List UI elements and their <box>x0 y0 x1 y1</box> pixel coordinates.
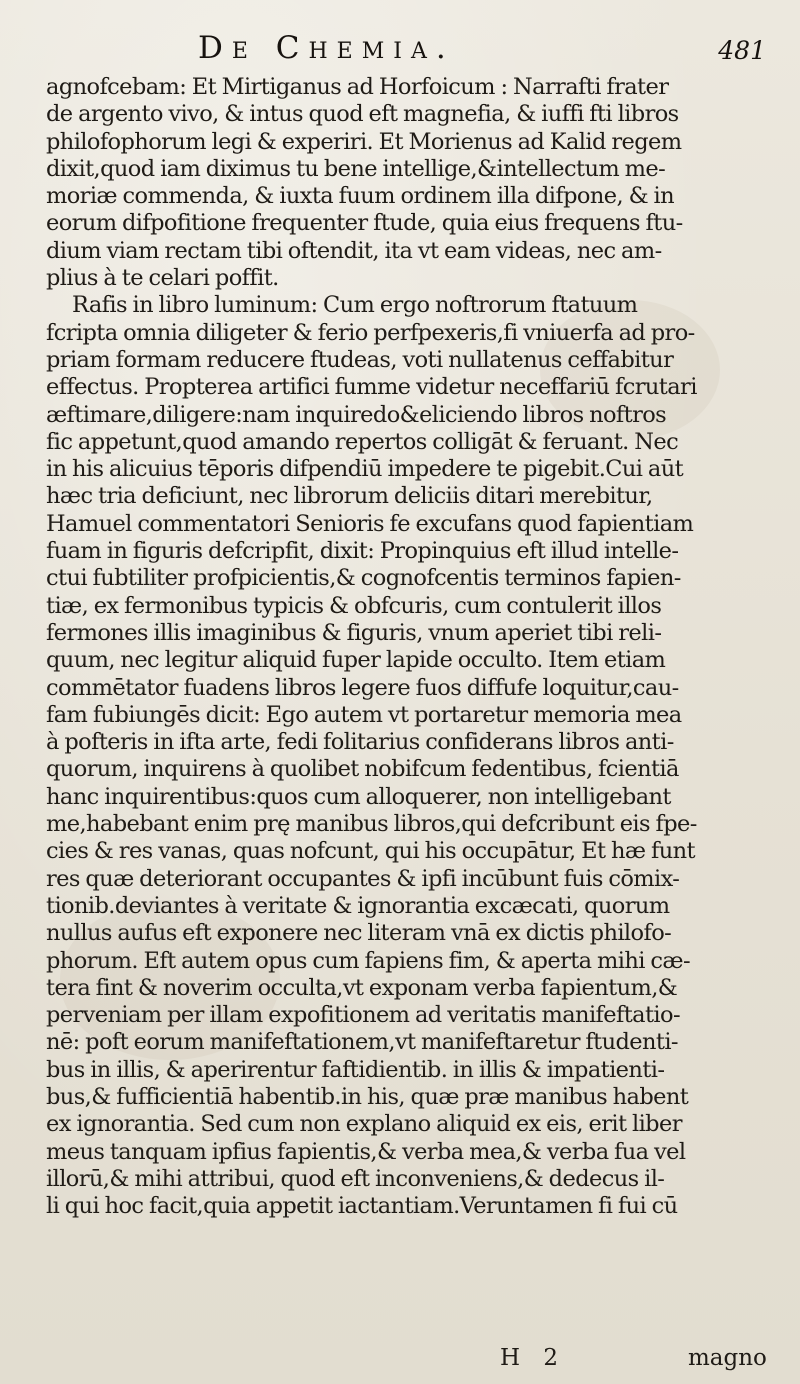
text-line: quorum, inquirens à quolibet nobifcum fedentibus, fcientiā <box>46 756 679 783</box>
page-number: 481 <box>718 36 766 65</box>
text-line: tera fint & noverim occulta,vt exponam verba fapientum,& <box>46 974 678 1001</box>
text-line: bus,& fufficientiā habentib.in his, quæ præ manibus habent <box>46 1083 689 1110</box>
text-line: meus tanquam ipfius fapientis,& verba mea,& verba fua vel <box>46 1138 686 1165</box>
text-line: nullus aufus eft exponere nec literam vnā ex dictis philofo- <box>46 920 672 947</box>
text-line: eorum difpofitione frequenter ftude, quia eius frequens ftu- <box>46 210 683 237</box>
text-line: ctui fubtiliter profpicientis,& cognofcentis terminos fapien- <box>46 565 681 592</box>
catchword: magno <box>688 1345 767 1371</box>
text-line: Hamuel commentatori Senioris fe excufans quod fapientiam <box>46 510 694 537</box>
text-line: æftimare,diligere:nam inquiredo&eliciendo libros noftros <box>46 401 667 428</box>
text-line: res quæ deteriorant occupantes & ipfi incūbunt fuis cōmix- <box>46 865 680 892</box>
text-line: tionib.deviantes à veritate & ignorantia excæcati, quorum <box>46 892 670 919</box>
text-line: li qui hoc facit,quia appetit iactantiam.Veruntamen fi fui cū <box>46 1193 678 1220</box>
text-line: hanc inquirentibus:quos cum alloquerer, non intelligebant <box>46 783 671 810</box>
page-footer <box>0 1345 800 1377</box>
text-line: fermones illis imaginibus & figuris, vnum aperiet tibi reli- <box>46 619 662 646</box>
page-header <box>0 30 800 70</box>
text-line: illorū,& mihi attribui, quod eft inconveniens,& dedecus il- <box>46 1165 665 1192</box>
text-line: hæc tria deficiunt, nec librorum deliciis ditari merebitur, <box>46 483 653 510</box>
text-line: de argento vivo, & intus quod eft magnefia, & iuffi fti libros <box>46 101 679 128</box>
text-line: quum, nec legitur aliquid fuper lapide occulto. Item etiam <box>46 647 666 674</box>
text-line: fuam in figuris defcripfit, dixit: Propinquius eft illud intelle- <box>46 538 679 565</box>
text-line: philofophorum legi & experiri. Et Morienus ad Kalid regem <box>46 128 682 155</box>
text-line: ex ignorantia. Sed cum non explano aliquid ex eis, erit liber <box>46 1111 682 1138</box>
text-line: dium viam rectam tibi oftendit, ita vt eam videas, nec am- <box>46 237 662 264</box>
text-line: in his alicuius tēporis difpendiū impedere te pigebit.Cui aūt <box>46 456 684 483</box>
text-line: cies & res vanas, quas nofcunt, qui his occupātur, Et hæ funt <box>46 838 695 865</box>
text-line: plius à te celari poffit. <box>46 265 279 292</box>
text-line: priam formam reducere ftudeas, voti nullatenus ceffabitur <box>46 346 674 373</box>
text-line: perveniam per illam expofitionem ad veritatis manifeftatio- <box>46 1002 680 1029</box>
text-line: Rafis in libro luminum: Cum ergo noftrorum ftatuum <box>72 292 638 319</box>
text-line: bus in illis, & aperirentur faftidientib. in illis & impatienti- <box>46 1056 665 1083</box>
text-line: à pofteris in ifta arte, fedi folitarius confiderans libros anti- <box>46 729 674 756</box>
text-line: phorum. Eft autem opus cum fapiens fim, & aperta mihi cæ- <box>46 947 690 974</box>
running-title: De Chemia. <box>198 30 455 66</box>
text-line: fcripta omnia diligeter & ferio perfpexeris,fi vniuerfa ad pro- <box>46 319 695 346</box>
text-line: dixit,quod iam diximus tu bene intellige,&intellectum me- <box>46 155 666 182</box>
body-text <box>46 74 776 1220</box>
text-line: me,habebant enim prę manibus libros,qui defcribunt eis fpe- <box>46 811 697 838</box>
text-line: tiæ, ex fermonibus typicis & obfcuris, cum contulerit illos <box>46 592 662 619</box>
text-line: effectus. Propterea artifici fumme videtur neceffariū fcrutari <box>46 374 697 401</box>
text-line: commētator fuadens libros legere fuos diffufe loquitur,cau- <box>46 674 679 701</box>
text-line: moriæ commenda, & iuxta fuum ordinem illa difpone, & in <box>46 183 675 210</box>
text-line: fam fubiungēs dicit: Ego autem vt portaretur memoria mea <box>46 701 682 728</box>
signature-mark: H 2 <box>500 1345 567 1371</box>
text-line: fic appetunt,quod amando repertos colligāt & feruant. Nec <box>46 428 679 455</box>
text-line: agnofcebam: Et Mirtiganus ad Horfoicum : Narrafti frater <box>46 74 669 100</box>
text-line: nē: poft eorum manifeftationem,vt manifeftaretur ftudenti- <box>46 1029 678 1056</box>
